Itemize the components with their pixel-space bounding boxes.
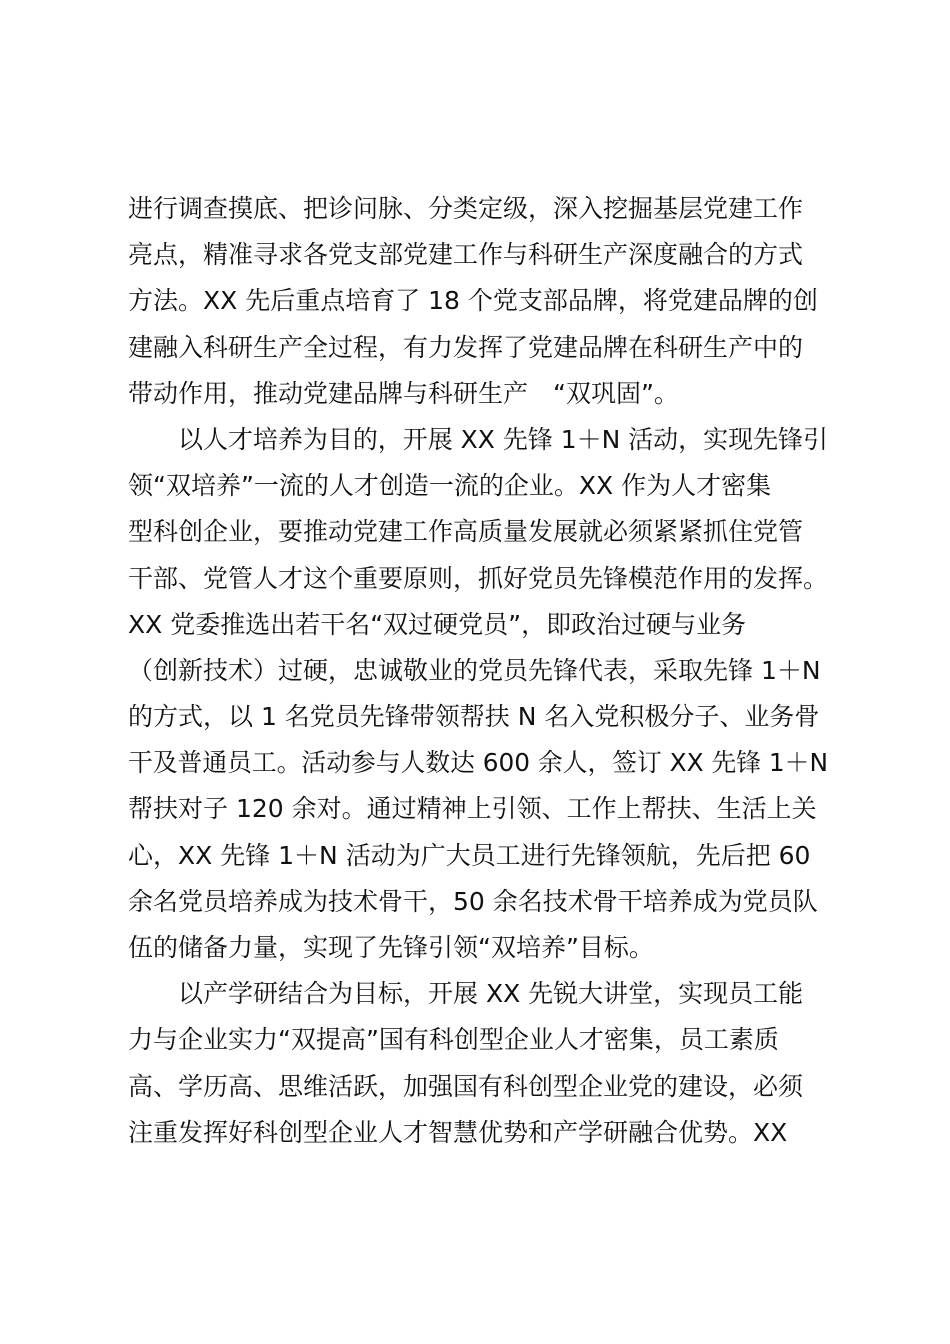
text-line: 领“双培养”一流的人才创造一流的企业。XX 作为人才密集 — [128, 471, 772, 501]
text-line: 高、学历高、思维活跃，加强国有科创型企业党的建设，必须 — [128, 1071, 804, 1101]
paragraph-first-line: 以产学研结合为目标，开展 XX 先锐大讲堂，实现员工能 — [178, 979, 804, 1009]
text-line: 注重发挥好科创型企业人才智慧优势和产学研融合优势。XX — [128, 1117, 788, 1147]
text-line: 心，XX 先锋 1＋N 活动为广大员工进行先锋领航，先后把 60 — [128, 840, 811, 870]
text-line: 余名党员培养成为技术骨干，50 余名技术骨干培养成为党员队 — [128, 886, 818, 916]
text-line: 方法。XX 先后重点培育了 18 个党支部品牌，将党建品牌的创 — [128, 286, 818, 316]
body-text — [128, 186, 828, 1156]
text-line: 帮扶对子 120 余对。通过精神上引领、工作上帮扶、生活上关 — [128, 794, 817, 824]
text-line: 伍的储备力量，实现了先锋引领“双培养”目标。 — [128, 933, 654, 962]
text-line: 带动作用，推动党建品牌与科研生产 “双巩固”。 — [128, 378, 679, 408]
text-line: 的方式，以 1 名党员先锋带领帮扶 N 名入党积极分子、业务骨 — [128, 702, 820, 732]
text-line: 干部、党管人才这个重要原则，抓好党员先锋模范作用的发挥。 — [128, 563, 828, 593]
text-line: （创新技术）过硬，忠诚敬业的党员先锋代表，采取先锋 1＋N — [128, 655, 821, 685]
text-line: 干及普通员工。活动参与人数达 600 余人，签订 XX 先锋 1＋N — [128, 748, 828, 778]
text-line: 建融入科研生产全过程，有力发挥了党建品牌在科研生产中的 — [128, 332, 804, 362]
text-line: XX 党委推选出若干名“双过硬党员”，即政治过硬与业务 — [128, 609, 747, 639]
paragraph-first-line: 以人才培养为目的，开展 XX 先锋 1＋N 活动，实现先锋引 — [178, 424, 828, 454]
text-line: 亮点，精准寻求各党支部党建工作与科研生产深度融合的方式 — [128, 240, 804, 270]
text-line: 型科创企业，要推动党建工作高质量发展就必须紧紧抓住党管 — [128, 517, 804, 547]
text-line: 进行调查摸底、把诊问脉、分类定级，深入挖掘基层党建工作 — [128, 194, 804, 223]
text-line: 力与企业实力“双提高”国有科创型企业人才密集，员工素质 — [128, 1025, 779, 1055]
